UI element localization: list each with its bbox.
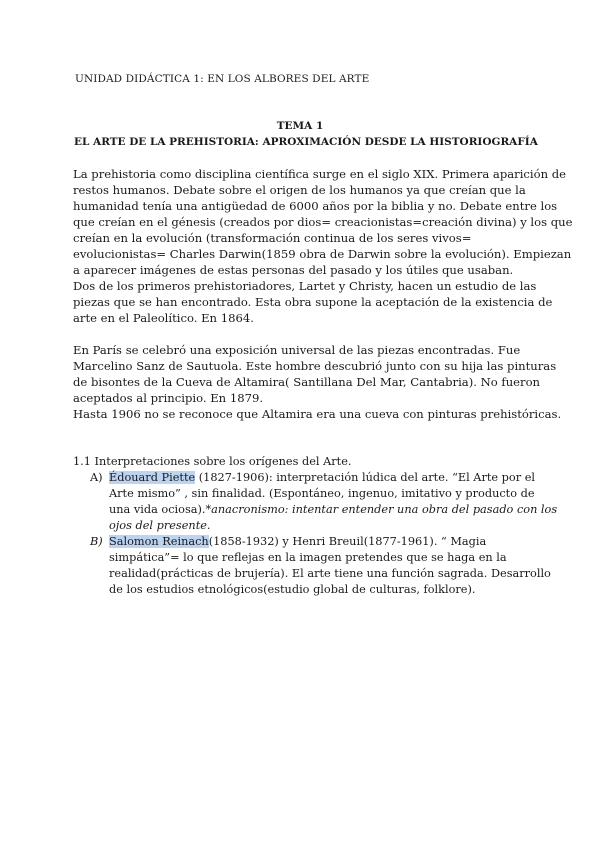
text-line: Marcelino Sanz de Sautuola. Este hombre descubrió junto con su hija las pinturas	[73, 359, 557, 373]
text-line: En París se celebró una exposición universal de las piezas encontradas. Fue	[73, 343, 521, 357]
list-marker: B)	[90, 535, 103, 548]
text-line: evolucionistas= Charles Darwin(1859 obra de Darwin sobre la evolución). Empiezan	[73, 247, 572, 261]
text-line: La prehistoria como disciplina científica surge en el siglo XIX. Primera aparición de	[73, 167, 567, 181]
paragraph-altamira	[73, 342, 562, 422]
text-segment: (1827-1906): interpretación lúdica del arte. “El Arte por el	[195, 471, 535, 484]
topic-number: TEMA 1	[276, 120, 324, 132]
text-line: de los estudios etnológicos(estudio global de culturas, folklore).	[109, 583, 476, 596]
section-interpretations	[73, 454, 558, 598]
text-line: creían en la evolución (transformación continua de los seres vivos=	[73, 231, 472, 245]
highlighted-name[interactable]: Salomon Reinach	[109, 535, 209, 548]
text-line: restos humanos. Debate sobre el origen de los humanos ya que creían que la	[73, 183, 526, 197]
list-item-piette	[73, 470, 558, 534]
text-line	[109, 534, 535, 550]
text-line: Arte mismo” , sin finalidad. (Espontáneo, ingenuo, imitativo y producto de	[109, 487, 535, 500]
text-segment: (1858-1932) y Henri Breuil(1877-1961). “ Magia	[208, 535, 487, 548]
list-item-reinach	[73, 534, 551, 598]
text-line: a aparecer imágenes de estas personas del pasado y los útiles que usaban.	[73, 263, 514, 277]
topic-title: EL ARTE DE LA PREHISTORIA: APROXIMACIÓN DESDE LA HISTORIOGRAFÍA	[74, 136, 538, 148]
paragraph-prehistory	[73, 166, 573, 326]
unit-heading: UNIDAD DIDÁCTICA 1: EN LOS ALBORES DEL ARTE	[75, 73, 370, 85]
text-line: de bisontes de la Cueva de Altamira( Santillana Del Mar, Cantabria). No fueron	[73, 375, 541, 389]
italic-note: *anacronismo: intentar entender una obra del pasado con los	[205, 503, 558, 516]
text-line	[109, 470, 535, 486]
text-line: humanidad tenía una antigüedad de 6000 años por la biblia y no. Debate entre los	[73, 199, 558, 213]
text-line: piezas que se han encontrado. Esta obra supone la aceptación de la existencia de	[73, 295, 553, 309]
section-heading: 1.1 Interpretaciones sobre los orígenes del Arte.	[73, 455, 352, 468]
highlighted-name[interactable]: Édouard Piette	[109, 471, 196, 484]
text-line: que creían en el génesis (creados por dios= creacionistas=creación divina) y los que	[73, 215, 573, 229]
list-marker: A)	[90, 471, 103, 484]
text-line: aceptados al principio. En 1879.	[73, 391, 264, 405]
text-segment: una vida ociosa).	[109, 503, 206, 516]
text-line: Hasta 1906 no se reconoce que Altamira era una cueva con pinturas prehistóricas.	[73, 407, 562, 421]
italic-note: ojos del presente.	[109, 519, 211, 532]
text-line	[109, 502, 558, 518]
text-line: simpática”= lo que reflejas en la imagen pretendes que se haga en la	[109, 551, 507, 564]
text-line: realidad(prácticas de brujería). El arte tiene una función sagrada. Desarrollo	[109, 567, 551, 580]
text-line: Dos de los primeros prehistoriadores, Lartet y Christy, hacen un estudio de las	[73, 279, 537, 293]
text-line: arte en el Paleolítico. En 1864.	[73, 311, 254, 325]
